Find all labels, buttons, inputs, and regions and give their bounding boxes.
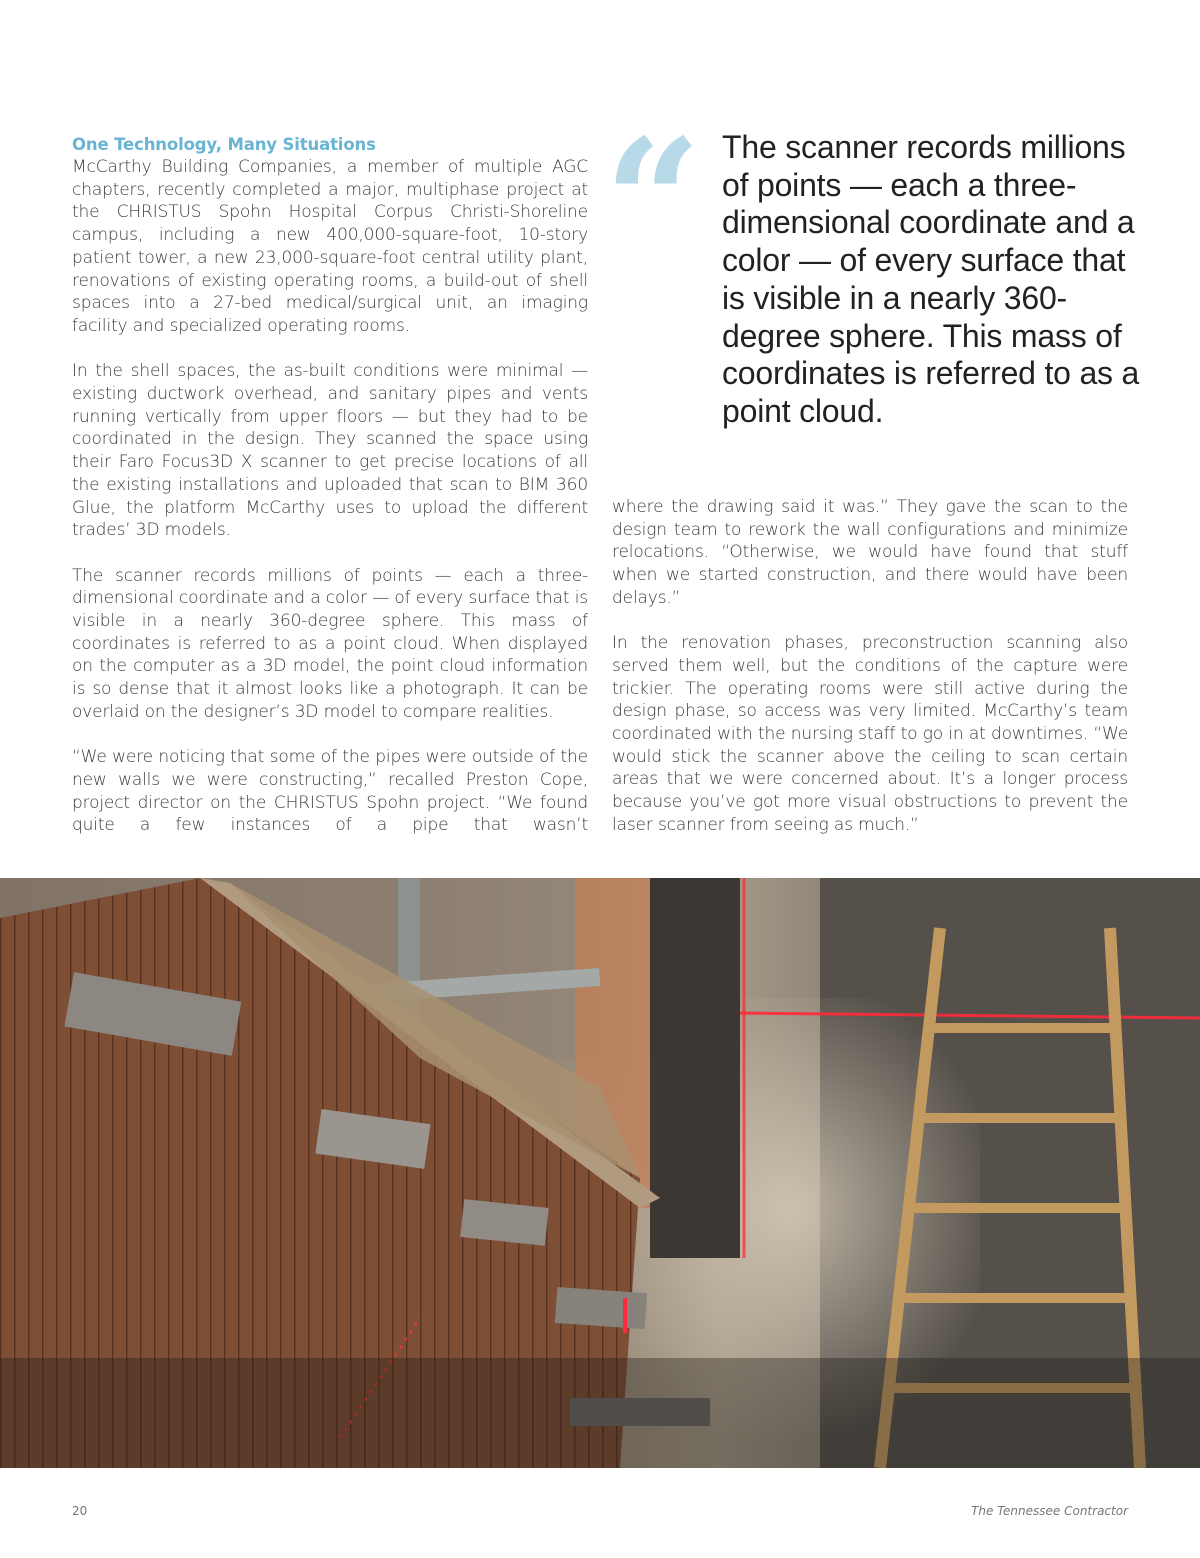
left-column <box>72 134 588 837</box>
paragraph: The scanner records millions of points — each a three-dimensional coordinate and a color — of every surface that is visible in a nearly 360-degree sphere. This mass of coordinates is referred to as a point cloud. When displayed on the computer as a 3D model, the point cloud information is so dense that it almost looks like a photograph. It can be overlaid on the designer’s 3D model to compare realities. <box>72 565 588 722</box>
publication-title: The Tennessee Contractor <box>971 1504 1128 1518</box>
page-number: 20 <box>72 1504 88 1518</box>
photo-floor-shadow <box>0 1358 1200 1468</box>
construction-site-photo <box>0 878 1200 1468</box>
photo-bracket <box>555 1287 647 1329</box>
paragraph: In the renovation phases, preconstruction scanning also served them well, but the conditions of the capture were trickier. The operating rooms were still active during the design phase, so access was very limited. McCarthy’s team coordinated with the nursing staff to go in at downtimes. “We would stick the scanner above the ceiling to scan certain areas that we were concerned about. It’s a longer process because you’ve got more visual obstructions to prevent the laser scanner from seeing as much.” <box>612 633 1128 835</box>
pull-quote <box>604 102 1144 445</box>
photo-doorway <box>650 878 740 1258</box>
paragraph: McCarthy Building Companies, a member of multiple AGC chapters, recently completed a major, multiphase project at the CHRISTUS Spohn Hospital Corpus Christi-Shoreline campus, including a new 400,000-square-foot, 10-story patient tower, a new 23,000-square-foot central utility plant, renovations of existing operating rooms, a build-out of shell spaces into a 27-bed medical/surgical unit, an imaging facility and specialized operating rooms. <box>72 157 588 336</box>
quote-mark-icon: “ <box>604 102 702 302</box>
paragraph: In the shell spaces, the as-built conditions were minimal — existing ductwork overhead, and sanitary pipes and vents running vertically from upper floors — but they had to be coordinated in the design. They scanned the space using their Faro Focus3D X scanner to get precise locations of all the existing installations and uploaded that scan to BIM 360 Glue, the platform McCarthy uses to upload the different trades’ 3D models. <box>72 361 588 541</box>
pull-quote-text: The scanner records millions of points — each a three-dimensional coordinate and a color — of every surface that is visible in a nearly 360-degree sphere. This mass of coordinates is referred to as a point cloud. <box>722 129 1140 429</box>
paragraph: “We were noticing that some of the pipes were outside of the new walls we were constructing,” recalled Preston Cope, project director on the CHRISTUS Spohn project. “We found quite a few instances of a pipe that wasn’t <box>72 747 588 836</box>
paragraph: where the drawing said it was.” They gave the scan to the design team to rework the wall configurations and minimize relocations. “Otherwise, we would have found that stuff when we started construction, and there would have been delays.” <box>612 497 1128 608</box>
section-heading: One Technology, Many Situations <box>72 135 376 154</box>
right-column <box>612 496 1128 837</box>
